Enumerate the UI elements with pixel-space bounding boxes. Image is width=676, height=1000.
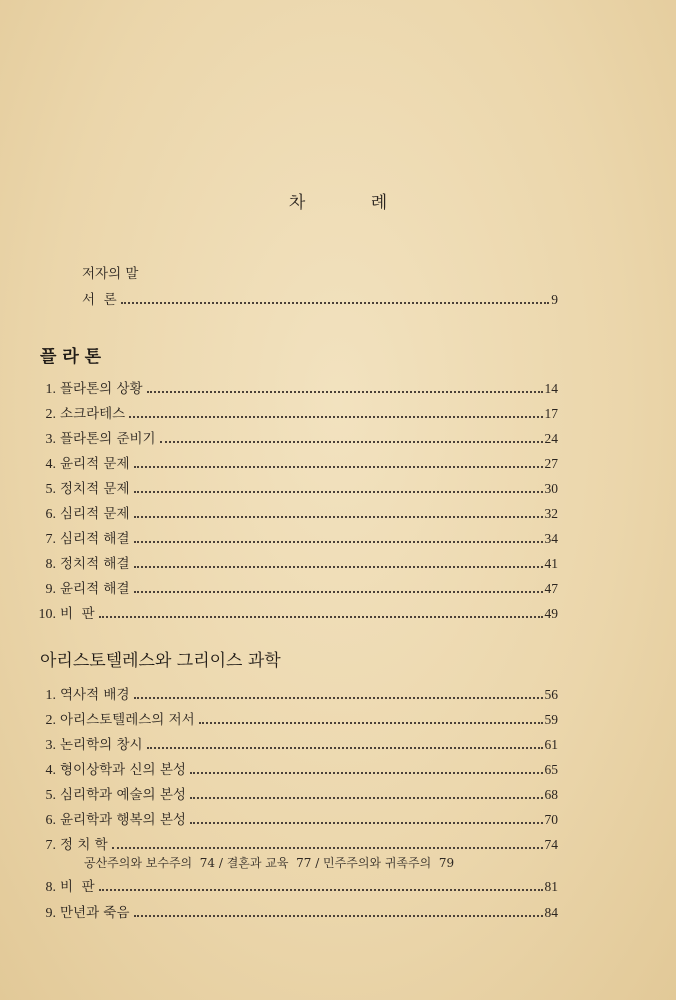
toc-entry-number: 1.	[45, 382, 56, 397]
toc-entry-number: 1.	[45, 688, 56, 703]
toc-page-number: 32	[544, 506, 558, 521]
toc-page-number: 74	[544, 837, 558, 852]
toc-entry	[34, 553, 558, 575]
toc-entry-label: 비 판	[60, 879, 95, 895]
leader-dots	[160, 440, 543, 443]
toc-entry	[34, 453, 558, 475]
toc-entry-number: 5.	[45, 482, 56, 497]
toc-page-number: 34	[544, 531, 558, 546]
toc-entry-label: 아리스토텔레스의 저서	[60, 712, 195, 728]
toc-entry	[34, 709, 558, 731]
toc-entry	[34, 876, 558, 898]
toc-entry-number: 2.	[45, 713, 56, 728]
toc-entry-number: 5.	[45, 788, 56, 803]
toc-entry	[34, 834, 558, 856]
toc-entry	[34, 809, 558, 831]
toc-entry	[34, 503, 558, 525]
toc-entry-preface	[82, 263, 558, 285]
toc-page-number: 30	[544, 481, 558, 496]
toc-entry-label: 플라톤의 상황	[60, 381, 143, 397]
toc-page-number: 27	[544, 456, 558, 471]
toc-entry-label: 심리학과 예술의 본성	[60, 787, 186, 803]
toc-entry-label: 비 판	[60, 606, 95, 622]
leader-dots	[134, 914, 543, 917]
leader-dots	[134, 590, 543, 593]
toc-page-number: 47	[544, 581, 558, 596]
toc-entry-number: 4.	[45, 763, 56, 778]
toc-entry-number: 6.	[45, 507, 56, 522]
toc-entry-number: 2.	[45, 407, 56, 422]
part-heading-aristotle: 아리스토텔레스와 그리이스 과학	[40, 651, 281, 671]
toc-page-number: 9	[551, 292, 558, 307]
toc-entry-number: 9.	[45, 582, 56, 597]
leader-dots	[147, 746, 543, 749]
toc-entry-number: 7.	[45, 838, 56, 853]
toc-entry	[34, 478, 558, 500]
toc-entry	[34, 378, 558, 400]
toc-page-number: 65	[544, 762, 558, 777]
toc-entry-label: 플라톤의 준비기	[60, 431, 156, 447]
part-heading-plato: 플 라 톤	[40, 347, 102, 367]
leader-dots	[147, 390, 543, 393]
toc-page-number: 17	[544, 406, 558, 421]
section-subtopics: 공산주의와 보수주의 74 / 결혼과 교육 77 / 민주주의와 귀족주의 79	[84, 856, 455, 870]
toc-entry	[34, 684, 558, 706]
toc-entry-label: 심리적 해결	[60, 531, 130, 547]
toc-entry-label: 정치적 문제	[60, 481, 130, 497]
leader-dots	[99, 888, 543, 891]
toc-entry-label: 윤리학과 행복의 본성	[60, 812, 186, 828]
toc-entry-number: 3.	[45, 432, 56, 447]
toc-entry-label: 형이상학과 신의 본성	[60, 762, 186, 778]
toc-entry-number: 3.	[45, 738, 56, 753]
toc-entry	[34, 428, 558, 450]
leader-dots	[199, 721, 543, 724]
toc-entry	[34, 578, 558, 600]
toc-page-number: 56	[544, 687, 558, 702]
toc-page-number: 41	[544, 556, 558, 571]
toc-entry-label: 윤리적 해결	[60, 581, 130, 597]
leader-dots	[190, 771, 543, 774]
leader-dots	[134, 540, 543, 543]
toc-entry-label: 소크라테스	[60, 406, 126, 422]
leader-dots	[190, 796, 543, 799]
toc-entry-label: 서 론	[82, 292, 117, 308]
toc-entry-number: 9.	[45, 906, 56, 921]
leader-dots	[190, 821, 543, 824]
leader-dots	[134, 696, 543, 699]
leader-dots	[121, 301, 550, 304]
toc-entry-number: 6.	[45, 813, 56, 828]
toc-page-number: 61	[544, 737, 558, 752]
toc-entry	[34, 734, 558, 756]
toc-entry-number: 10.	[38, 607, 56, 622]
toc-entry-introduction	[82, 289, 558, 311]
toc-entry-label: 논리학의 창시	[60, 737, 143, 753]
toc-entry-number: 7.	[45, 532, 56, 547]
toc-page-number: 81	[544, 879, 558, 894]
leader-dots	[112, 846, 543, 849]
toc-entry-number: 4.	[45, 457, 56, 472]
leader-dots	[134, 490, 543, 493]
toc-entry	[34, 759, 558, 781]
toc-entry	[34, 528, 558, 550]
page-title: 차 례	[288, 193, 418, 213]
toc-entry	[34, 784, 558, 806]
toc-entry-label: 정치적 해결	[60, 556, 130, 572]
leader-dots	[134, 565, 543, 568]
leader-dots	[129, 415, 542, 418]
toc-entry-number: 8.	[45, 557, 56, 572]
toc-page-number: 49	[544, 606, 558, 621]
toc-entry-label: 역사적 배경	[60, 687, 130, 703]
toc-entry	[34, 403, 558, 425]
leader-dots	[99, 615, 543, 618]
toc-page-number: 84	[544, 905, 558, 920]
toc-entry-label: 저자의 말	[82, 266, 139, 282]
toc-entry-label: 정 치 학	[60, 837, 108, 853]
toc-page-number: 70	[544, 812, 558, 827]
toc-entry-label: 만년과 죽음	[60, 905, 130, 921]
toc-page-number: 14	[544, 381, 558, 396]
toc-page-number: 24	[544, 431, 558, 446]
toc-entry-label: 심리적 문제	[60, 506, 130, 522]
toc-entry	[34, 603, 558, 625]
toc-page-number: 59	[544, 712, 558, 727]
leader-dots	[134, 515, 543, 518]
toc-entry	[34, 902, 558, 924]
toc-entry-label: 윤리적 문제	[60, 456, 130, 472]
leader-dots	[134, 465, 543, 468]
toc-page-number: 68	[544, 787, 558, 802]
toc-entry-number: 8.	[45, 880, 56, 895]
